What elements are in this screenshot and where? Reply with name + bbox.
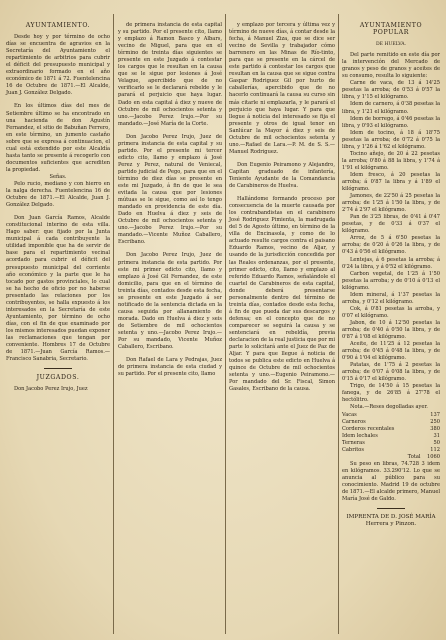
notice-paragraph: Su peso en libras, 74.728 3 idem en kilógramos. 33.290'12. Lo que se anuncia al público para su conocimiento. Madrid 19 de octubre de 1871.—El alcalde primero, Manuel María José de Galdo. xyxy=(342,460,440,503)
section-heading-juzgados: JUZGADOS. xyxy=(36,374,80,382)
table-row xyxy=(342,447,440,454)
column-2 xyxy=(118,22,222,378)
table-row xyxy=(342,433,440,440)
price-item: Patatas, de 1'75 á 2 pesetas la arroba; de 0'07 á 0'08 la libra, y de 0'15 á 0'17 el kilógramo. xyxy=(342,362,440,383)
section-heading-ayuntamiento: AYUNTAMIENTO. xyxy=(25,22,91,29)
column-divider xyxy=(225,14,226,634)
table-row xyxy=(342,426,440,433)
price-item: Idem de tocino, á 18 á 18'75 pesetas la arroba; de 0'72 á 0'75 la libra, y 1'26 á 1'62 el kilógramo. xyxy=(342,129,440,150)
notice-paragraph: Pelo rucio, mediano y con hierro en la nalga derecha. Fuentelencina 16 de Octubre de 1871.—El Alcalde, Juan J. González Delgado. xyxy=(6,180,110,209)
reses-value: 31 xyxy=(433,432,440,439)
notice-paragraph: Don Jacobo Perez Irujo, Juez xyxy=(14,386,88,393)
price-item: Idem fresco, á 20 pesetas la arroba; á 0'87 la libra y á 1'89 el kilógramo. xyxy=(342,171,440,193)
reses-label: Vacas xyxy=(342,411,357,418)
notice-paragraph: y emplazo por tercera y última vez y término de nueve días, á contar desde la fecha, á Manuel Ziza, que se dice ser vecino de Sevilla y trabajador cómo barrenero en las Minas de Río-tinto, para que se presente en la cárcel de este partido á contestar los cargos que resultan en la causa que se sigue contra Gaspar Rodriguez Gil por hurto de caballerías, apercibido que de no hacerlo continuará la causa su curso sin más citarle ni emplazarla, y le parará el perjuicio que haya lugar. Y para que llegue á noticia del interesado se fija el presente y otros de igual tenor en Sanlúcar la Mayor á diez y seis de Octubre de mil ochocientos setenta y uno.—Rafael de Lara.—P. M. de S. S.—Manuel Rodriguez. xyxy=(229,22,335,155)
price-item: Idem de carnero, á 0'38 pesetas la libra, y 1'21 el kilógramo. xyxy=(342,101,440,115)
price-item: Aceite, de 11'25 á 12 pesetas la arroba; de 0'45 á 0'48 la libra, y de 0'90 á 1'04 el kilógramo. xyxy=(342,341,440,362)
separator-rule xyxy=(44,368,72,369)
column-1 xyxy=(6,22,110,393)
reses-label: Terneras xyxy=(342,439,365,446)
price-item: Tocino añejo, de 20 á 22 pesetas la arroba; 0'80 á 88 la libra, y 1'74 á 1'91 el kilógramo. xyxy=(342,150,440,171)
notice-paragraph: Del parte remitido en este día por la intervención del Mercado de granos y peso de granos y aceites de su consumo, resulta lo siguiente: xyxy=(342,52,440,80)
price-item: Lentejas, á 6 pesetas la arroba; á 0'24 la libra, y á 0'52 el kilógramo. xyxy=(342,256,440,270)
table-row-total xyxy=(342,454,440,461)
price-item: Arroz, de 5 á 6'50 pesetas la arroba; de 0'20 á 0'26 la libra, y de 0'43 á 0'56 el kilógramo. xyxy=(342,235,440,256)
price-item: Idem de borrego, á 0'46 pesetas la libra, y 0'93 el kilógramo. xyxy=(342,115,440,129)
notice-paragraph: de primera instancia de esta capital y su partido. Por el presente cito, llamo y emplazo á Ramon Basco y Albars, vecino de Miguel, para que en el término de treinta días siguientes se presente en este Juzgado á contestar los cargos que le resultan en la causa que se le sigue por lesiones á José Velague, apercibido que de no verificarlo se le declarará rebelde y le parará el perjuicio que haya lugar. Dado en esta capital á diez y nueve de Octubre de mil ochocientos setenta y uno.—Jacobo Perez Irujo.—Por su mandado.—José María de la Corte. xyxy=(118,22,222,127)
printer-imprint: IMPRENTA DE D. JOSÉ MARÍA Herrera y Pinzon. xyxy=(346,514,436,528)
separator-rule xyxy=(377,508,405,509)
reses-value: 50 xyxy=(433,439,440,446)
price-list xyxy=(342,80,440,404)
section-heading-ayuntamiento-popular: AYUNTAMIENTO POPULAR xyxy=(359,22,423,37)
reses-value: 250 xyxy=(430,418,440,425)
table-row xyxy=(342,440,440,447)
price-item: Jabon, de 10 á 12'50 pesetas la arroba; de 0'40 á 0'50 la libra, y de 0'87 á 1'08 el kilógramo. xyxy=(342,319,440,341)
column-4 xyxy=(342,22,440,528)
table-row xyxy=(342,419,440,426)
notice-paragraph: Don Jacobo Perez Irujo, Juez de primera instancia de esta partido. Por este mi primer edicto cito, llamo y emplazo á José Gil Fernandez, de este domicilio, para que en el término de treinta días, contados desde esta fecha, se presente en este Juzgado á ser notificado de la sentencia dictada en la causa seguida por allanamiento de morada. Dado en Huelva á diez y seis de Setiembre de mil ochocientos setenta y uno.—Jacobo Perez Irujo.—Por su mandado, Vicente Muñoz Caballero, Escribano. xyxy=(118,252,222,351)
notice-paragraph: Hallándome formando proceso por consecuencia de la muerte causada por los contrabandistas en el carabinero José Rodriguez Pimienta, la madrugada del 5 de Agosto último, en término de la villa de Encinasola, y como de lo actuado resulte cargos contra el paisano Eduardo Ramos, vecino de Aljar, y usando de la jurisdicción concedida por las Reales ordenanzas, por el presente, primer edicto, cito, llamo y emplazo al referido Eduardo Ramos, señalándole el cuartel de Carabineros de esta capital, donde deberá presentarse personalmente dentro del término de treinta días, contados desde esta fecha, á fin de que pueda dar sus descargos y defensa; en el concepto que de no comparecer se seguirá la causa y se sentenciará en rebeldía, previa declaracion de la real justicia que por mi parte lo solicitará ante el Juez de Paz de Aljar. Y para que llegue á noticia de todos se publica este edicto en Huelva á quince de Octubre de mil ochocientos setenta y uno.—Eugenio Peiramono.—Por mandado del Sr. Fiscal, Simon Gasales, Escribano de la causa. xyxy=(229,196,335,393)
notice-paragraph: Don Juan García Ramos, Alcalde constitucional interino de esta villa. Hago saber: que fijado por la Junta municipal á cada contribuyente la utilidad imponible que ha de servir de base para el repartimiento vecinal acordado para cubrir el déficit del presupuesto municipal del corriente año económico y la parte que le ha tocado por gastos provinciales, lo cual se ha hecho de oficio por no haberse presentado las relaciones por los contribuyentes, se halla expuesto á los interesados en la Secretaría de este Ayuntamiento, por término de ocho días, con el fin de que examinado por los mismos interesados puedan exponer las reclamaciones que tengan por conveniente. Hombres 17 de Octubre de 1871.—Juan García Ramos.—Francisco Sanabria, Secretario. xyxy=(6,215,110,363)
price-item: Carbon vegetal, de 1'25 á 1'50 pesetas la arroba; y de 0'10 á 0'13 el kilógramo. xyxy=(342,270,440,291)
price-item: Pan de 3'25 libras, de 0'41 á 0'47 pesetas, y de 0'33 á 0'37 el kilógramo. xyxy=(342,214,440,235)
reses-value: 137 xyxy=(430,411,440,418)
senas-title: Señas. xyxy=(49,173,67,180)
notice-paragraph: Don Rafael de Lara y Pedrajas, Juez de primera instancia de esta ciudad y su partido. Por el presente cito, llamo xyxy=(118,357,222,378)
reses-label: Cabritos xyxy=(342,446,364,453)
nota-label: Nota.—Reses degolladas ayer. xyxy=(350,404,428,411)
column-3 xyxy=(229,22,335,393)
column-divider xyxy=(338,14,339,634)
total-label: Total xyxy=(407,453,421,460)
column-divider xyxy=(113,14,114,634)
table-row xyxy=(342,412,440,419)
section-subheading: DE HUELVA. xyxy=(375,42,406,48)
notice-paragraph: Don Jacobo Perez Irujo, Juez de primera instancia de esta capital y su partido. Por el presente mi tercer edicto cito, llamo y emplazo á José Perez y Perez, natural de Veniecal, partido judicial de Pego, para que en el término de diez días se presente en este mi Juzgado, á fin de que le sea evitada la causa que por lesiones mútuas se le sigue, como así lo tengo mandado en providencia de este día. Dado en Huelva á diez y seis de Octubre de mil ochocientos setenta y uno.—Jacobo Perez Irujo.—Por su mandado.—Vicente Muñoz Caballero, Escribano. xyxy=(118,133,222,246)
notice-paragraph: Desde hoy y por término de ocho días se encuentra de agravios en la Secretaría del Ayuntamiento el repartimiento de arbitrios para cubrir el déficit del presupuesto municipal y extraordinario formado en el año económico de 1871 á 72. Fuentelencina 16 de Octubre de 1871.—El Alcalde, Juan J. González Delgado. xyxy=(6,34,110,97)
reses-label: Corderos recentales xyxy=(342,425,395,432)
price-item: Idem mineral, á 1'37 pesetas la arroba, y 0'12 el kilógramo. xyxy=(342,291,440,305)
reses-table xyxy=(342,412,440,461)
reses-label: Carneros xyxy=(342,418,366,425)
price-item: Trigo, de 14'50 á 15 pesetas la fanega, y de 26'85 á 27'78 el hectólitro. xyxy=(342,383,440,404)
price-item: Jamones, de 22'50 á 25 pesetas la arroba; de 1'25 á 1'50 la libra, y de 2'74 á 2'97 el kilógramo. xyxy=(342,193,440,214)
reses-value: 380 xyxy=(430,425,440,432)
price-item: Cok, á 0'81 pesetas la arroba, y 0'07 el kilógramo. xyxy=(342,305,440,319)
reses-label: Idem lechales xyxy=(342,432,378,439)
reses-value: 112 xyxy=(430,446,440,453)
notice-paragraph: En los últimos días del mes de Setiembre último se ha encontrado en una hacienda de don Agustín Fernandez, el sitio de Babuñan Ferrero, en este término, un jumento castaño sobre que se expresa á continuacion, el cual está extendido por este Alcaldía hasta tanto se presente á recogerlo con documentos suficientes que acrediten la propiedad. xyxy=(6,103,110,173)
notice-paragraph: Don Eugenio Peiramono y Alejandro, Capitan graduado de infantería, Teniente Ayudante de la Comandancia de Carabineros de Huelva. xyxy=(229,161,335,190)
total-value: 1060 xyxy=(427,453,440,460)
price-item: Carne de vaca, de 13 á 14'25 pesetas la arroba; de 0'53 á 0'57 la libra, y 1'15 el kilógramo. xyxy=(342,80,440,101)
